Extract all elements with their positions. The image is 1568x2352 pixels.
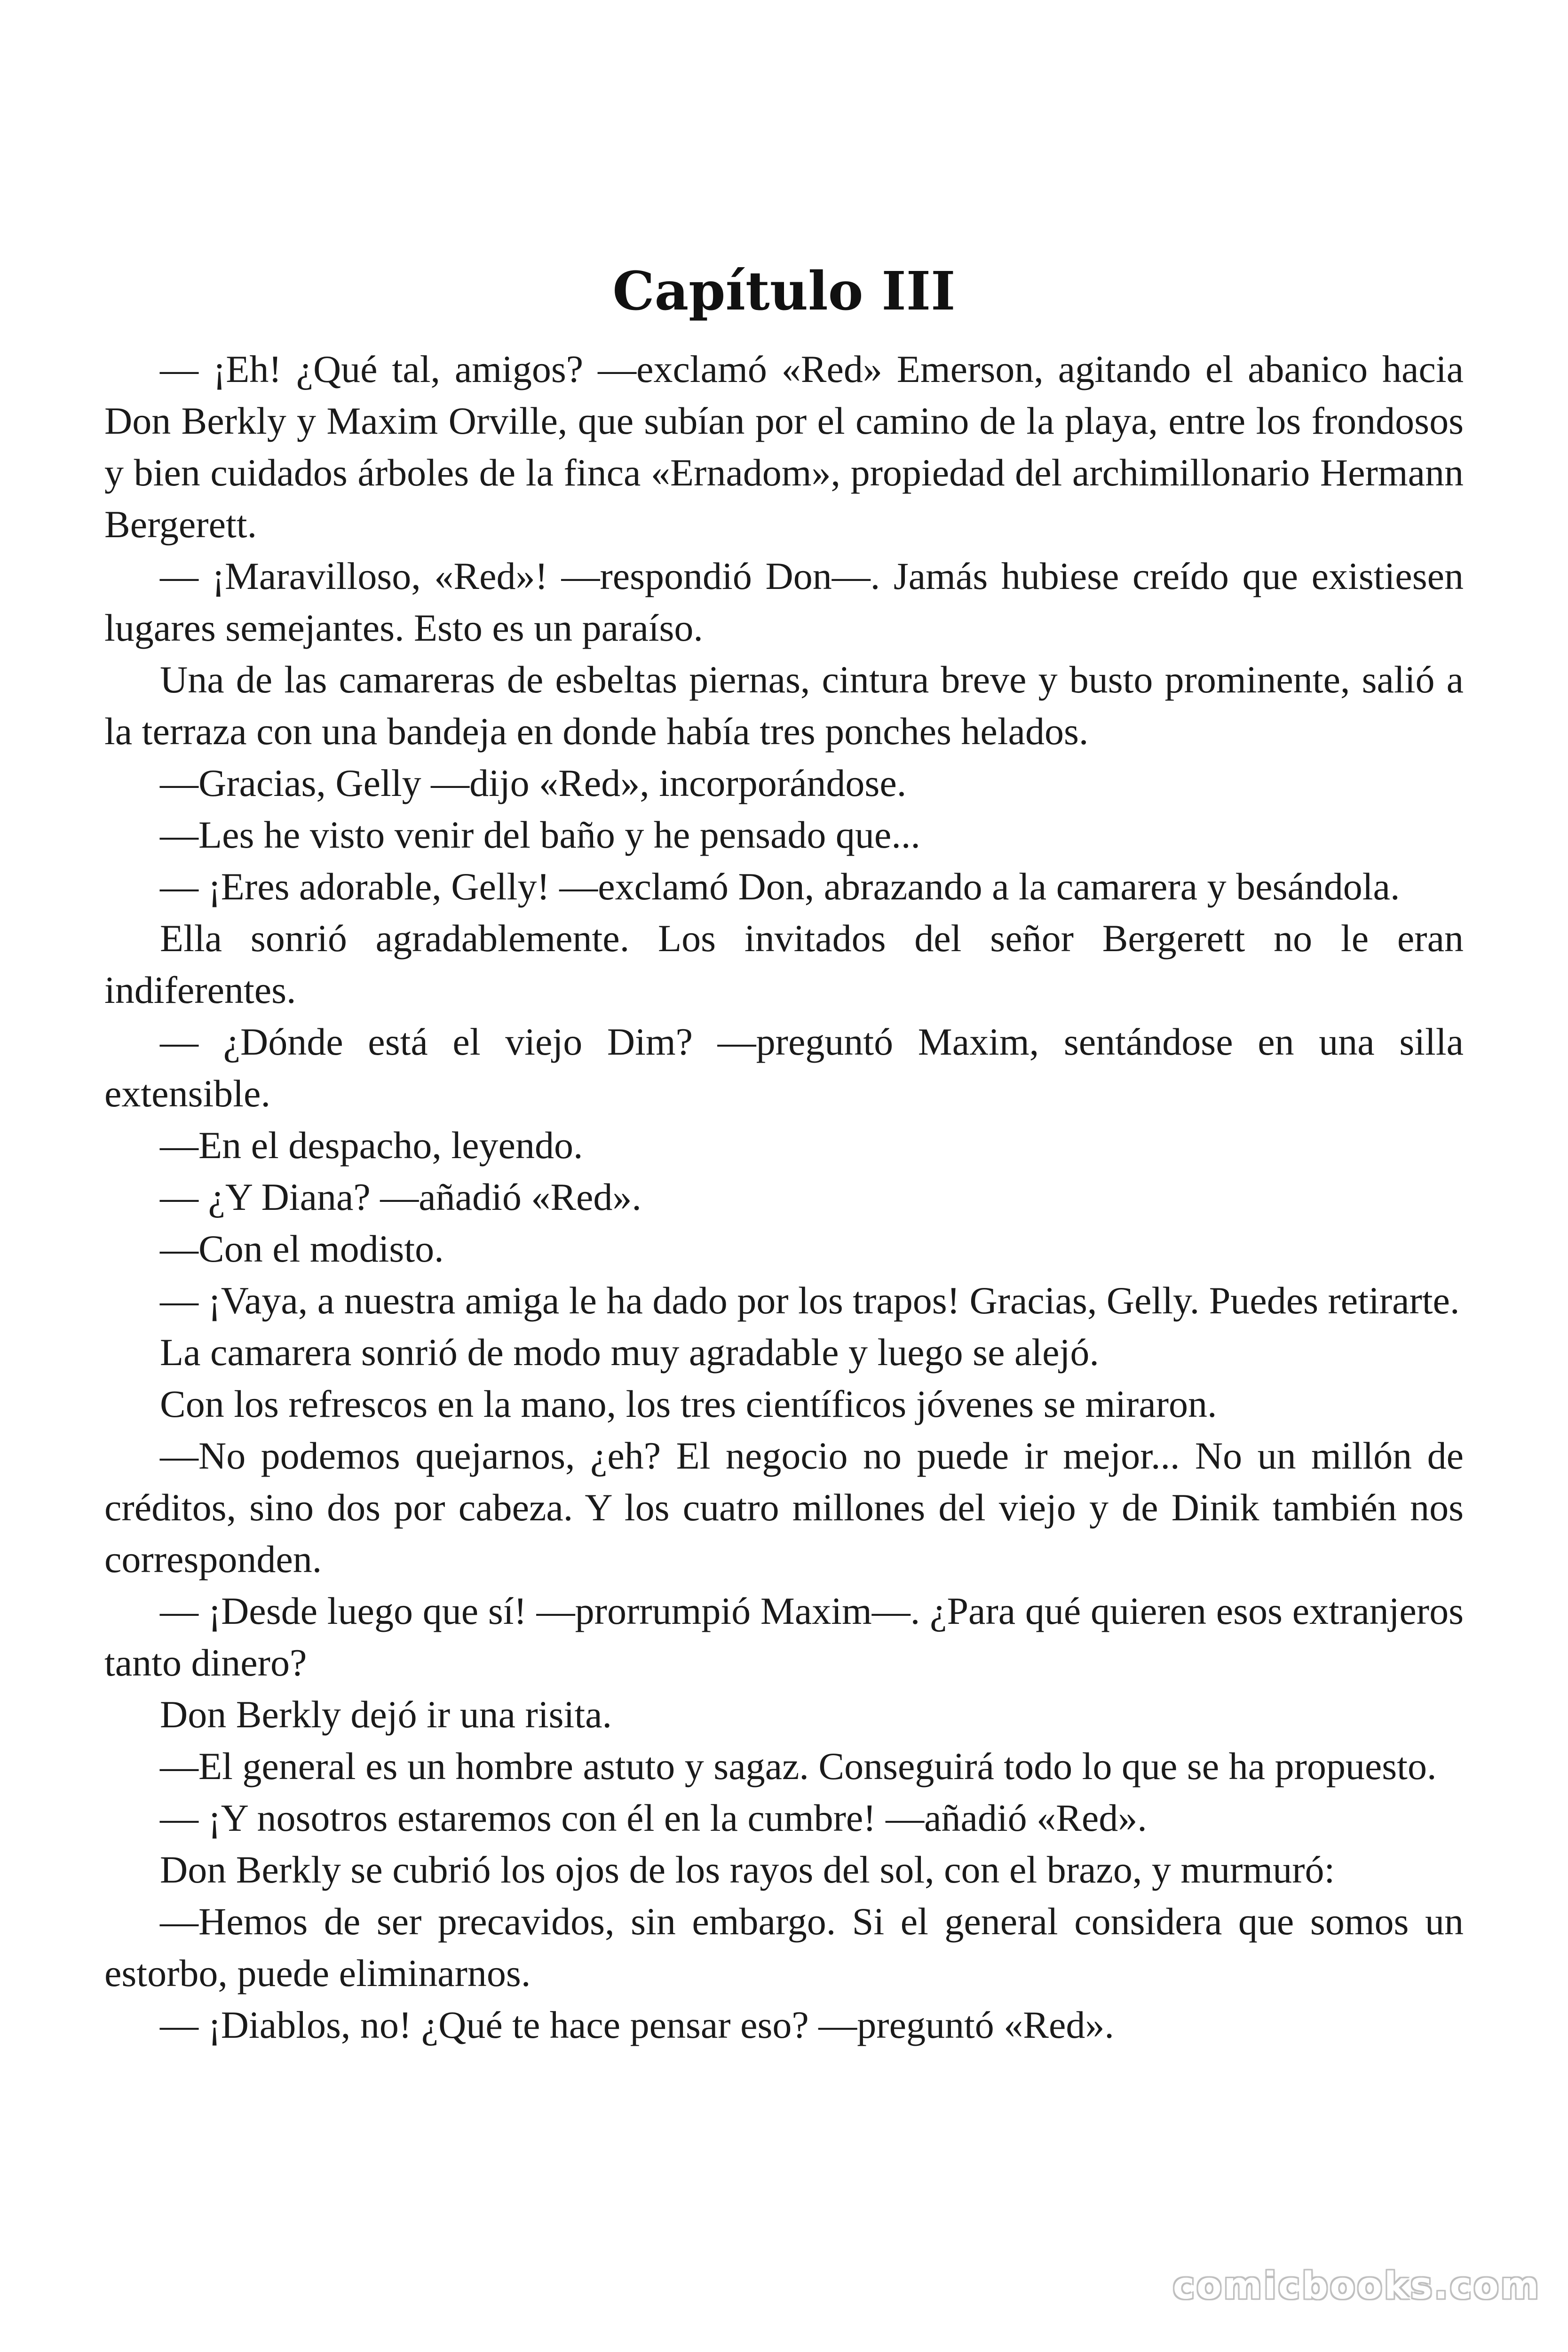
paragraph: —El general es un hombre astuto y sagaz. Conseguirá todo lo que se ha propuesto. xyxy=(160,1745,1437,1788)
paragraph: Una de las camareras de esbeltas piernas, cintura breve y busto prominente, salió a la terraza con una bandeja en donde había tres ponches helados. xyxy=(104,658,1464,753)
site-watermark: comicbooks.com xyxy=(1172,2265,1541,2307)
paragraph: — ¡Desde luego que sí! —prorrumpió Maxim—. ¿Para qué quieren esos extranjeros tanto dinero? xyxy=(104,1589,1464,1684)
paragraph: Don Berkly se cubrió los ojos de los rayos del sol, con el brazo, y murmuró: xyxy=(160,1848,1335,1891)
paragraph: — ¡Eh! ¿Qué tal, amigos? —exclamó «Red» Emerson, agitando el abanico hacia Don Berkly y Maxim Orville, que subían por el camino de la playa, entre los frondosos y bien cuidados árboles de la finca «Ernadom», propiedad del archimillonario Hermann Bergerett. xyxy=(104,348,1464,546)
chapter-title: Capítulo III xyxy=(612,261,956,322)
paragraph: —Les he visto venir del baño y he pensado que... xyxy=(160,813,920,856)
paragraph: — ¡Maravilloso, «Red»! —respondió Don—. Jamás hubiese creído que existiesen lugares semejantes. Esto es un paraíso. xyxy=(104,555,1464,649)
paragraph: Con los refrescos en la mano, los tres científicos jóvenes se miraron. xyxy=(160,1383,1217,1425)
paragraph: La camarera sonrió de modo muy agradable y luego se alejó. xyxy=(160,1331,1099,1374)
paragraph: Ella sonrió agradablemente. Los invitados del señor Bergerett no le eran indiferentes. xyxy=(104,917,1464,1011)
paragraph: — ¿Dónde está el viejo Dim? —preguntó Maxim, sentándose en una silla extensible. xyxy=(104,1020,1464,1115)
paragraph: — ¡Vaya, a nuestra amiga le ha dado por los trapos! Gracias, Gelly. Puedes retirarte. xyxy=(160,1279,1460,1322)
chapter-body xyxy=(104,343,1464,2051)
paragraph: Don Berkly dejó ir una risita. xyxy=(160,1693,612,1736)
paragraph: — ¿Y Diana? —añadió «Red». xyxy=(160,1176,641,1218)
paragraph: — ¡Eres adorable, Gelly! —exclamó Don, abrazando a la camarera y besándola. xyxy=(160,865,1400,908)
paragraph: —Con el modisto. xyxy=(160,1227,444,1270)
paragraph: —No podemos quejarnos, ¿eh? El negocio no puede ir mejor... No un millón de créditos, sino dos por cabeza. Y los cuatro millones del viejo y de Dinik también nos corresponden. xyxy=(104,1434,1464,1581)
paragraph: — ¡Y nosotros estaremos con él en la cumbre! —añadió «Red». xyxy=(160,1796,1147,1839)
paragraph: —Hemos de ser precavidos, sin embargo. Si el general considera que somos un estorbo, puede eliminarnos. xyxy=(104,1900,1464,1994)
paragraph: — ¡Diablos, no! ¿Qué te hace pensar eso? —preguntó «Red». xyxy=(160,2003,1114,2046)
paragraph: —En el despacho, leyendo. xyxy=(160,1124,583,1167)
paragraph: —Gracias, Gelly —dijo «Red», incorporándose. xyxy=(160,762,907,804)
